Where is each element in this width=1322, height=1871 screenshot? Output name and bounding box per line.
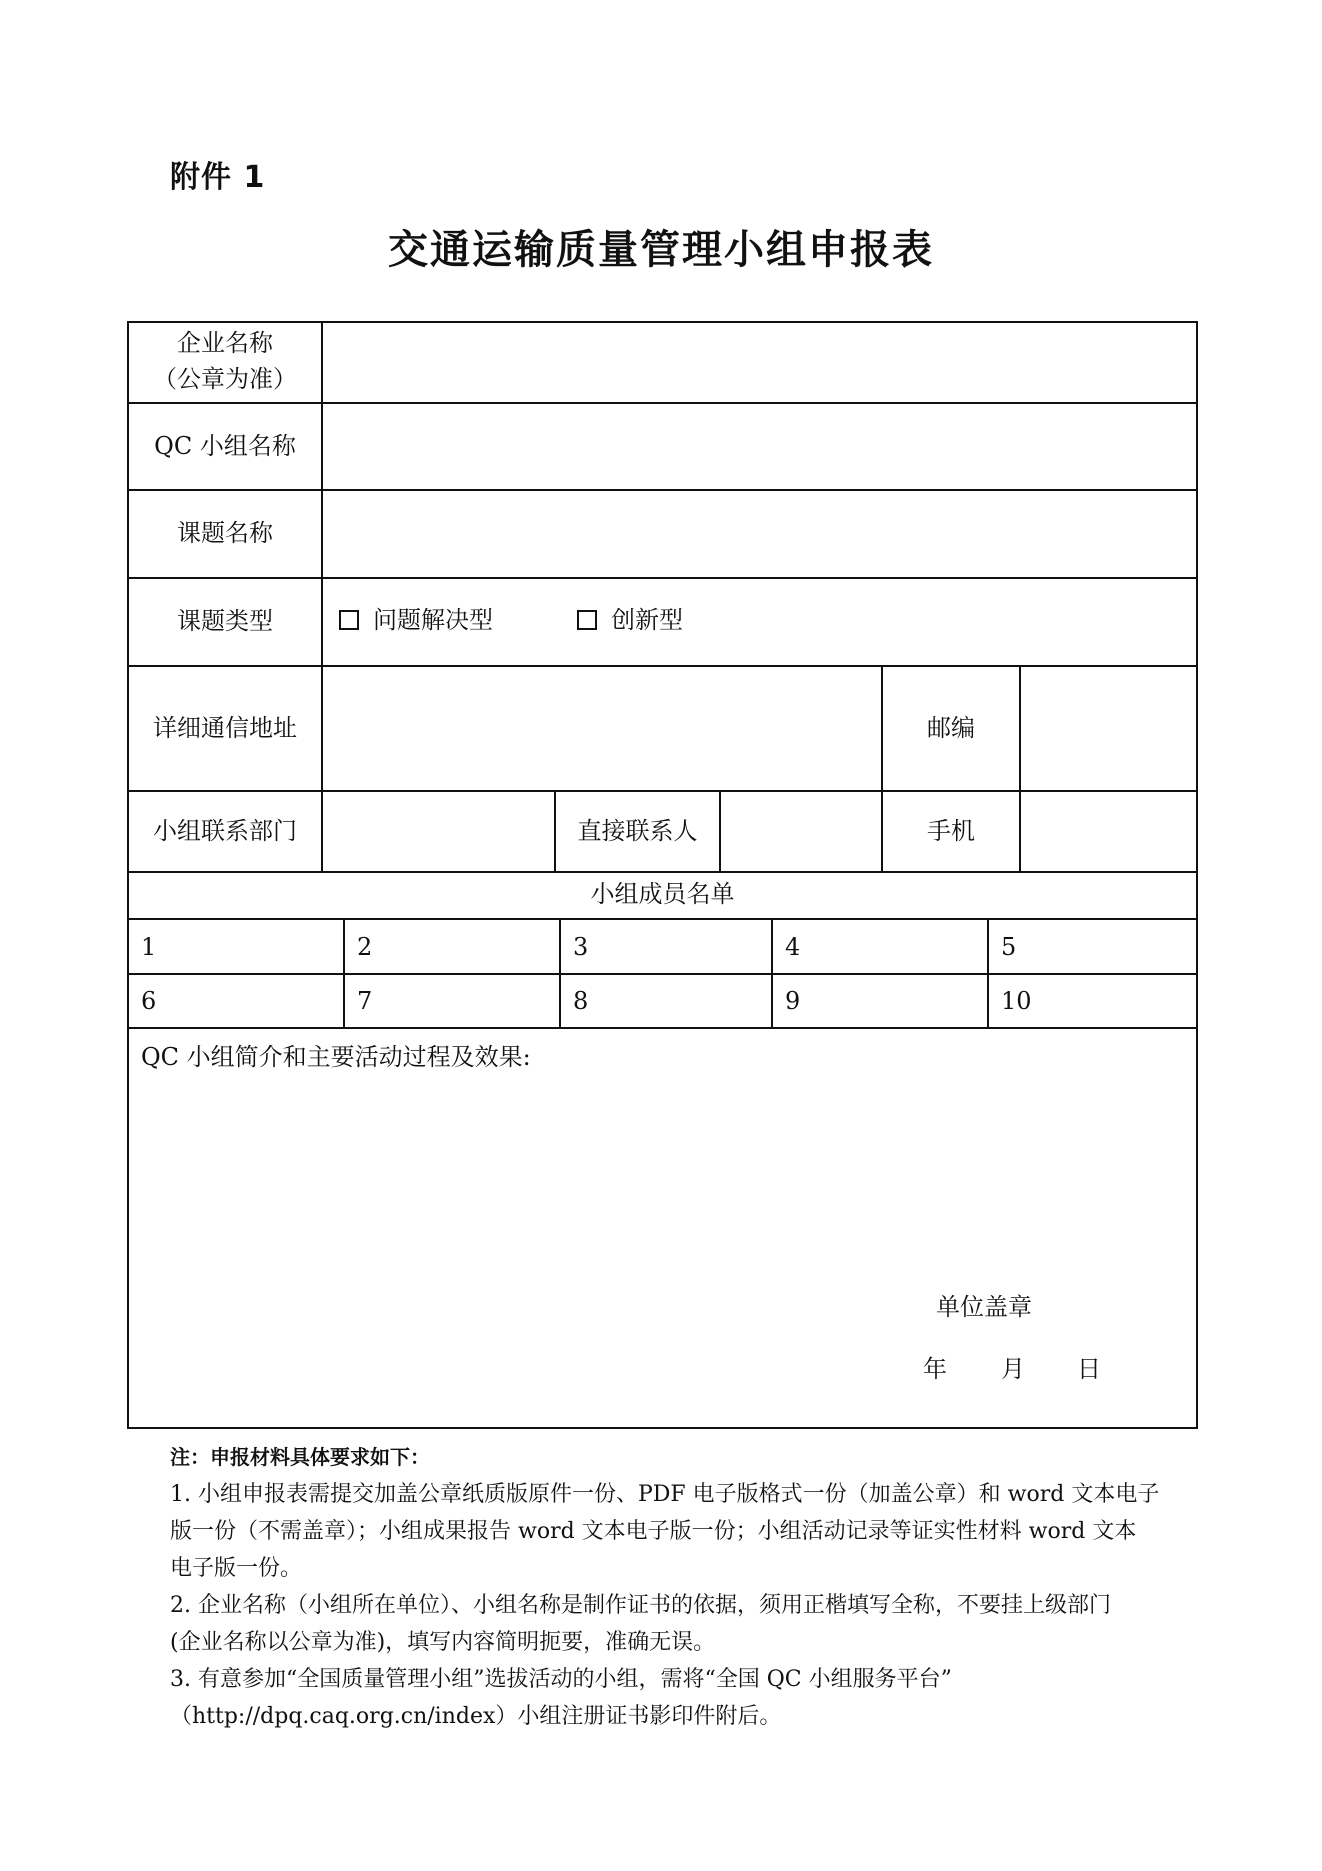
company-name-label-line1: 企业名称: [177, 329, 273, 357]
company-name-field[interactable]: [323, 323, 1196, 402]
postcode-field[interactable]: [1021, 667, 1196, 790]
mobile-label: 手机: [927, 817, 975, 845]
topic-type-option-problem-solving[interactable]: [339, 602, 493, 638]
contact-dept-field[interactable]: [323, 792, 554, 871]
row-divider: [129, 973, 1196, 975]
member-number-9: 9: [785, 987, 801, 1015]
note-line: 电子版一份。: [170, 1556, 303, 1581]
note-line: 2. 企业名称（小组所在单位）、小组名称是制作证书的依据，须用正楷填写全称，不要挂上级部门: [170, 1593, 1111, 1618]
member-number-5: 5: [1001, 933, 1017, 961]
checkbox-icon[interactable]: [339, 610, 359, 630]
mobile-field[interactable]: [1021, 792, 1196, 871]
seal-label: 单位盖章: [936, 1293, 1032, 1321]
note-line: (企业名称以公章为准)，填写内容简明扼要，准确无误。: [170, 1630, 716, 1655]
notes-heading: 注：申报材料具体要求如下：: [170, 1445, 430, 1469]
row-divider: [129, 577, 1196, 579]
column-divider: [559, 918, 561, 1027]
member-number-2: 2: [357, 933, 373, 961]
topic-type-option-innovation[interactable]: [577, 602, 683, 638]
topic-name-label: 课题名称: [177, 519, 273, 547]
column-divider: [987, 918, 989, 1027]
member-number-3: 3: [573, 933, 589, 961]
row-divider: [129, 918, 1196, 920]
member-number-4: 4: [785, 933, 801, 961]
intro-label: QC 小组简介和主要活动过程及效果:: [141, 1043, 531, 1071]
attachment-label: 附件 1: [170, 160, 266, 195]
column-divider: [771, 918, 773, 1027]
application-form-table: [127, 321, 1198, 1429]
document-title: 交通运输质量管理小组申报表: [388, 227, 934, 273]
topic-type-label: 课题类型: [177, 607, 273, 635]
note-line: 3. 有意参加“全国质量管理小组”选拔活动的小组，需将“全国 QC 小组服务平台”: [170, 1667, 952, 1692]
note-line: 版一份（不需盖章）；小组成果报告 word 文本电子版一份；小组活动记录等证实性材料 word 文本: [170, 1519, 1137, 1544]
member-number-6: 6: [141, 987, 157, 1015]
intro-field[interactable]: [131, 1083, 1194, 1333]
row-divider: [129, 871, 1196, 873]
column-divider: [343, 918, 345, 1027]
company-name-label-line2: （公章为准）: [153, 365, 297, 393]
member-number-1: 1: [141, 933, 157, 961]
contact-dept-label: 小组联系部门: [153, 817, 297, 845]
qc-group-name-label: QC 小组名称: [154, 432, 296, 460]
date-month: 月: [1001, 1355, 1025, 1383]
address-field[interactable]: [323, 667, 881, 790]
topic-type-option-label: 问题解决型: [373, 606, 493, 634]
topic-name-field[interactable]: [323, 491, 1196, 577]
address-label: 详细通信地址: [153, 714, 297, 742]
direct-contact-label: 直接联系人: [577, 817, 698, 845]
note-line: 1. 小组申报表需提交加盖公章纸质版原件一份、PDF 电子版格式一份（加盖公章）和 word 文本电子: [170, 1482, 1160, 1507]
member-number-10: 10: [1001, 987, 1032, 1015]
date-day: 日: [1077, 1355, 1101, 1383]
member-number-7: 7: [357, 987, 373, 1015]
notes-section: [170, 1439, 1160, 1735]
postcode-label: 邮编: [927, 714, 975, 742]
topic-type-option-label: 创新型: [611, 606, 683, 634]
note-line: （http://dpq.caq.org.cn/index）小组注册证书影印件附后。: [170, 1704, 782, 1729]
checkbox-icon[interactable]: [577, 610, 597, 630]
company-name-label: [129, 325, 321, 397]
qc-group-name-field[interactable]: [323, 404, 1196, 489]
row-divider: [129, 1027, 1196, 1029]
member-number-8: 8: [573, 987, 589, 1015]
direct-contact-field[interactable]: [721, 792, 881, 871]
date-year: 年: [923, 1355, 947, 1383]
members-heading: 小组成员名单: [590, 880, 735, 908]
